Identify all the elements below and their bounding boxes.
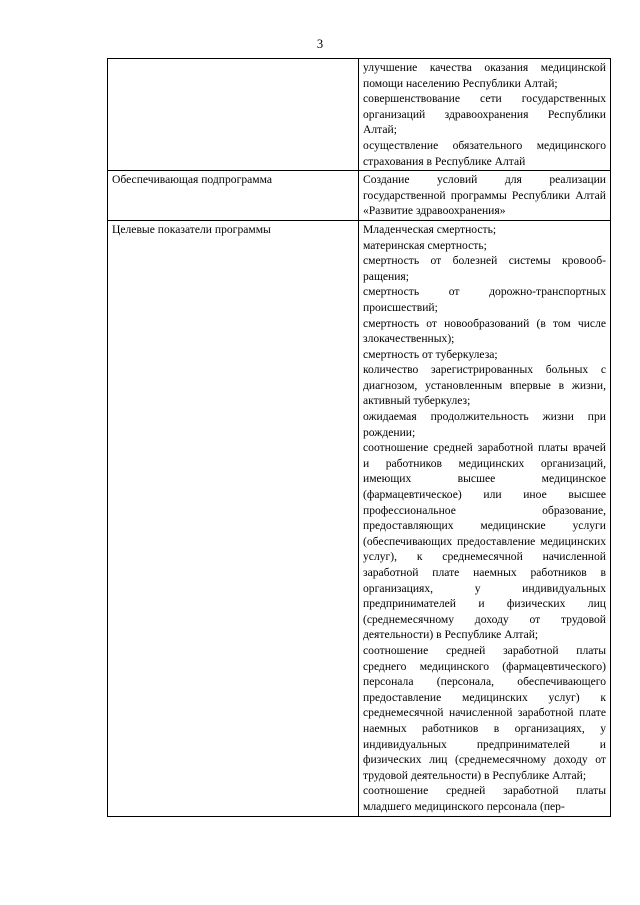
goal-item: совершенствование сети государственных организаций здравоохранения Республики Алтай; (363, 92, 606, 137)
indicator-item: смертность от болезней системы кровообращения; (363, 254, 606, 283)
row-value (359, 59, 611, 171)
row-label (108, 59, 359, 171)
table-row (108, 171, 611, 221)
goal-item: осуществление обязательного медицинского страхования в Республике Алтай (363, 138, 606, 168)
row-label: Обеспечивающая подпрограмма (108, 171, 359, 221)
page-number: 3 (316, 37, 324, 51)
row-label: Целевые показатели программы (108, 220, 359, 816)
indicator-item: материнская смертность; (363, 238, 487, 252)
table-row (108, 59, 611, 171)
row-value (359, 171, 611, 221)
indicator-item: соотношение средней заработной платы врачей и работников медицинских организаций, имеющих высшее медицинское (фармацевтическое) или иное высшее профессиональное образование, предоставляющих медицинские услуги (обеспечивающих предоставление медицинских услуг), к среднемесячной начисленной заработной плате наемных работников в организациях, у индивидуальных предпринимателей и физических лиц (среднемесячному доходу от трудовой деятельности) в Республике Алтай; (363, 441, 606, 642)
row-value (359, 220, 611, 816)
indicator-item: Младенческая смертность; (363, 222, 497, 236)
indicator-item: смертность от новообразований (в том числе злокачественных); (363, 316, 606, 346)
indicator-item: соотношение средней заработной платы среднего медицинского (фармацевтического) персонала (персонала, обеспечивающего предоставление медицинских услуг) к среднемесячной начисленной заработной плате наемных работников в организациях, у индивидуальных предпринимателей и физических лиц (среднемесячному доходу от трудовой деятельности) в Республике Алтай; (363, 643, 606, 782)
indicator-item: количество зарегистрированных больных с диагнозом, установленным впервые в жизни, активный туберкулез; (363, 363, 606, 408)
goal-item: улучшение качества оказания медицинской помощи населению Республики Алтай; (363, 61, 606, 90)
indicator-item: ожидаемая продолжительность жизни при рождении; (363, 410, 606, 439)
indicator-item: смертность от туберкулеза; (363, 347, 498, 361)
indicator-item: соотношение средней заработной платы младшего медицинского персонала (пер- (363, 784, 606, 813)
program-passport-table (107, 58, 611, 817)
indicator-item: смертность от дорожно-транспортных происшествий; (363, 285, 606, 314)
subprogram-description: Создание условий для реализации государственной программы Республики Алтай «Развитие здравоохранения» (363, 173, 606, 218)
table-row (108, 220, 611, 816)
